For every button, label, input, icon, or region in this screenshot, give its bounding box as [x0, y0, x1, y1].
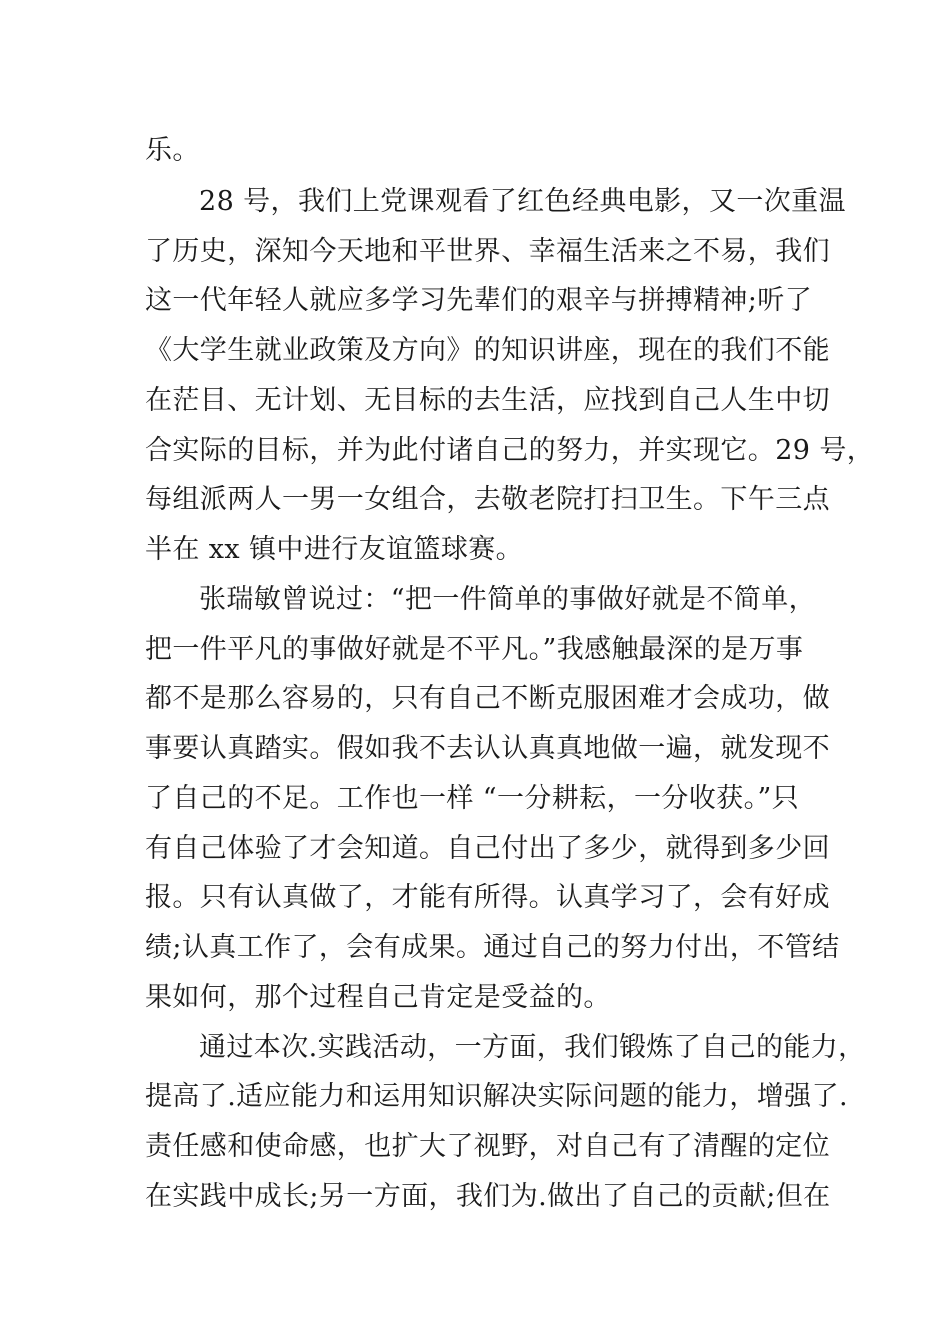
text-line: 事要认真踏实。假如我不去认认真真地做一遍，就发现不	[145, 733, 830, 764]
text-line: 在茫目、无计划、无目标的去生活，应找到自己人生中切	[145, 385, 830, 416]
text-line: 半在 xx 镇中进行友谊篮球赛。	[145, 534, 524, 565]
text-line: 把一件平凡的事做好就是不平凡。”我感触最深的是万事	[145, 634, 804, 665]
text-line: 报。只有认真做了，才能有所得。认真学习了，会有好成	[145, 882, 830, 913]
paragraph-start-line: 通过本次.实践活动，一方面，我们锻炼了自己的能力，	[199, 1032, 866, 1063]
text-line: 责任感和使命感，也扩大了视野，对自己有了清醒的定位	[145, 1131, 830, 1162]
text-line: 在实践中成长;另一方面，我们为.做出了自己的贡献;但在	[145, 1181, 831, 1212]
text-line: 有自己体验了才会知道。自己付出了多少，就得到多少回	[145, 833, 830, 864]
text-line: 提高了.适应能力和运用知识解决实际问题的能力，增强了.	[145, 1081, 848, 1112]
text-line: 合实际的目标，并为此付诸自己的努力，并实现它。29 号，	[145, 435, 875, 466]
text-line: 了自己的不足。工作也一样 “一分耕耘，一分收获。”只	[145, 783, 800, 814]
text-line: 了历史，深知今天地和平世界、幸福生活来之不易，我们	[145, 236, 830, 267]
text-line: 都不是那么容易的，只有自己不断克服困难才会成功，做	[145, 683, 830, 714]
paragraph-start-line: 张瑞敏曾说过：“把一件简单的事做好就是不简单，	[199, 584, 817, 615]
paragraph-start-line: 28 号，我们上党课观看了红色经典电影，又一次重温	[199, 186, 846, 217]
text-line: 这一代年轻人就应多学习先辈们的艰辛与拼搏精神;听了	[145, 285, 813, 316]
text-line: 乐。	[145, 135, 200, 166]
text-line: 《大学生就业政策及方向》的知识讲座，现在的我们不能	[145, 335, 830, 366]
text-line: 每组派两人一男一女组合，去敬老院打扫卫生。下午三点	[145, 484, 830, 515]
text-line: 绩;认真工作了，会有成果。通过自己的努力付出，不管结	[145, 932, 840, 963]
text-line: 果如何，那个过程自己肯定是受益的。	[145, 982, 611, 1013]
